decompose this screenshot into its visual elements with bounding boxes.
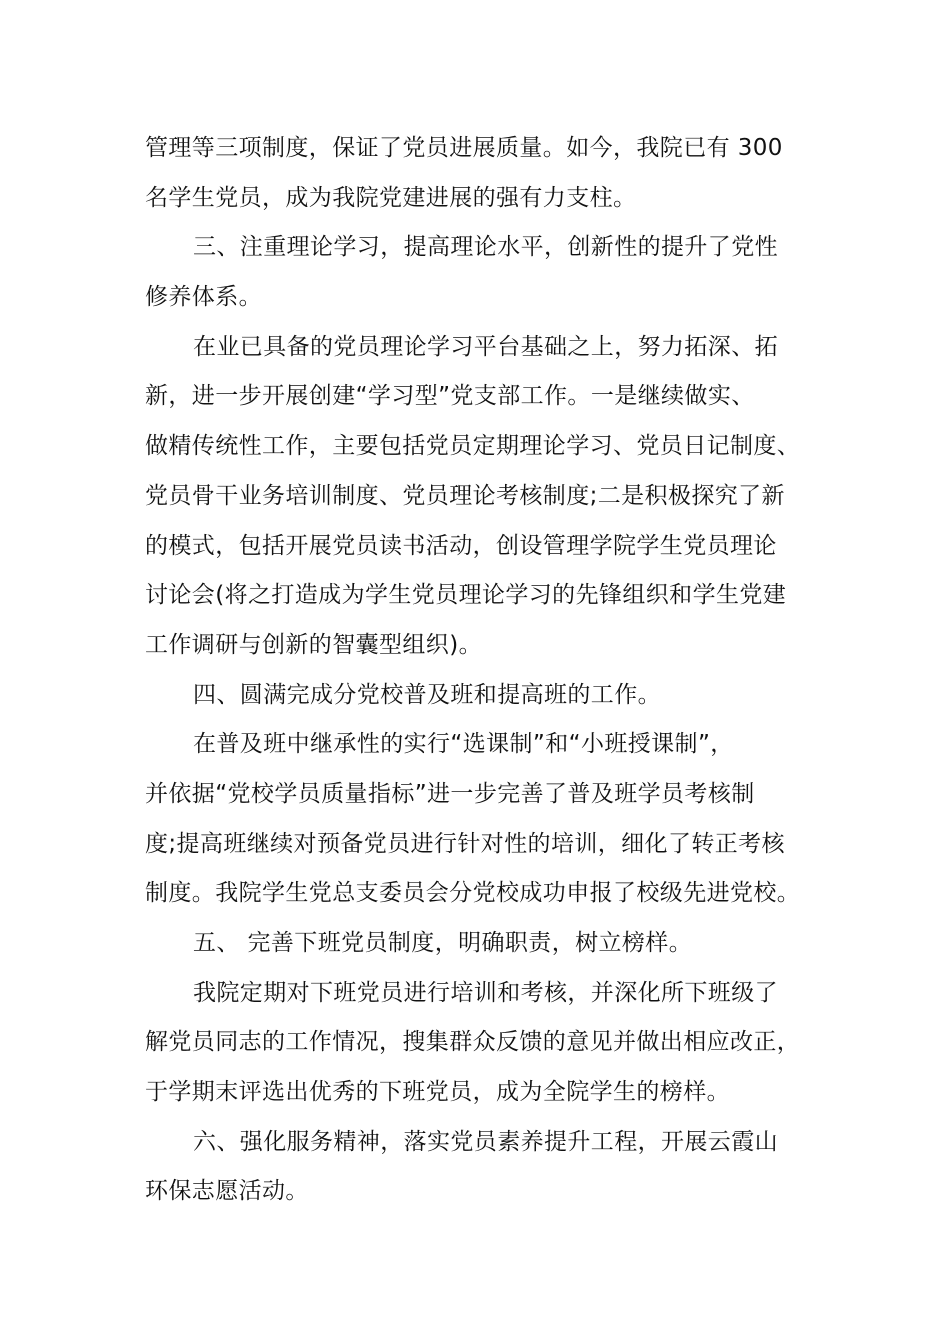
text-line: 三、注重理论学习，提高理论水平，创新性的提升了党性 (193, 234, 778, 261)
text-line: 制度。我院学生党总支委员会分党校成功申报了校级先进党校。 (145, 880, 801, 907)
text-line: 做精传统性工作，主要包括党员定期理论学习、党员日记制度、 (145, 433, 801, 460)
text-line: 度;提高班继续对预备党员进行针对性的培训，细化了转正考核 (145, 830, 785, 857)
text-line: 的模式，包括开展党员读书活动，创设管理学院学生党员理论 (145, 532, 777, 559)
text-line: 我院定期对下班党员进行培训和考核，并深化所下班级了 (193, 979, 778, 1006)
text-line: 工作调研与创新的智囊型组织)。 (145, 631, 482, 658)
text-line: 讨论会(将之打造成为学生党员理论学习的先锋组织和学生党建 (145, 582, 787, 609)
text-line: 解党员同志的工作情况，搜集群众反馈的意见并做出相应改正， (145, 1029, 801, 1056)
text-line: 新，进一步开展创建“学习型”党支部工作。一是继续做实、 (145, 383, 755, 410)
text-line: 名学生党员，成为我院党建进展的强有力支柱。 (145, 184, 637, 211)
text-line: 于学期末评选出优秀的下班党员，成为全院学生的榜样。 (145, 1079, 730, 1106)
text-line: 管理等三项制度，保证了党员进展质量。如今，我院已有 300 (145, 135, 783, 161)
text-line: 在业已具备的党员理论学习平台基础之上，努力拓深、拓 (193, 333, 778, 360)
text-line: 四、圆满完成分党校普及班和提高班的工作。 (193, 681, 661, 708)
text-line: 并依据“党校学员质量指标”进一步完善了普及班学员考核制 (145, 780, 755, 807)
text-line: 在普及班中继承性的实行“选课制”和“小班授课制”， (193, 731, 734, 758)
text-line: 党员骨干业务培训制度、党员理论考核制度;二是积极探究了新 (145, 482, 785, 509)
text-line: 环保志愿活动。 (145, 1178, 309, 1205)
text-line: 六、强化服务精神，落实党员素养提升工程，开展云霞山 (193, 1128, 778, 1155)
text-line: 五、 完善下班党员制度，明确职责，树立榜样。 (193, 930, 693, 956)
document-body (145, 124, 817, 1217)
text-line: 修养体系。 (145, 284, 262, 311)
